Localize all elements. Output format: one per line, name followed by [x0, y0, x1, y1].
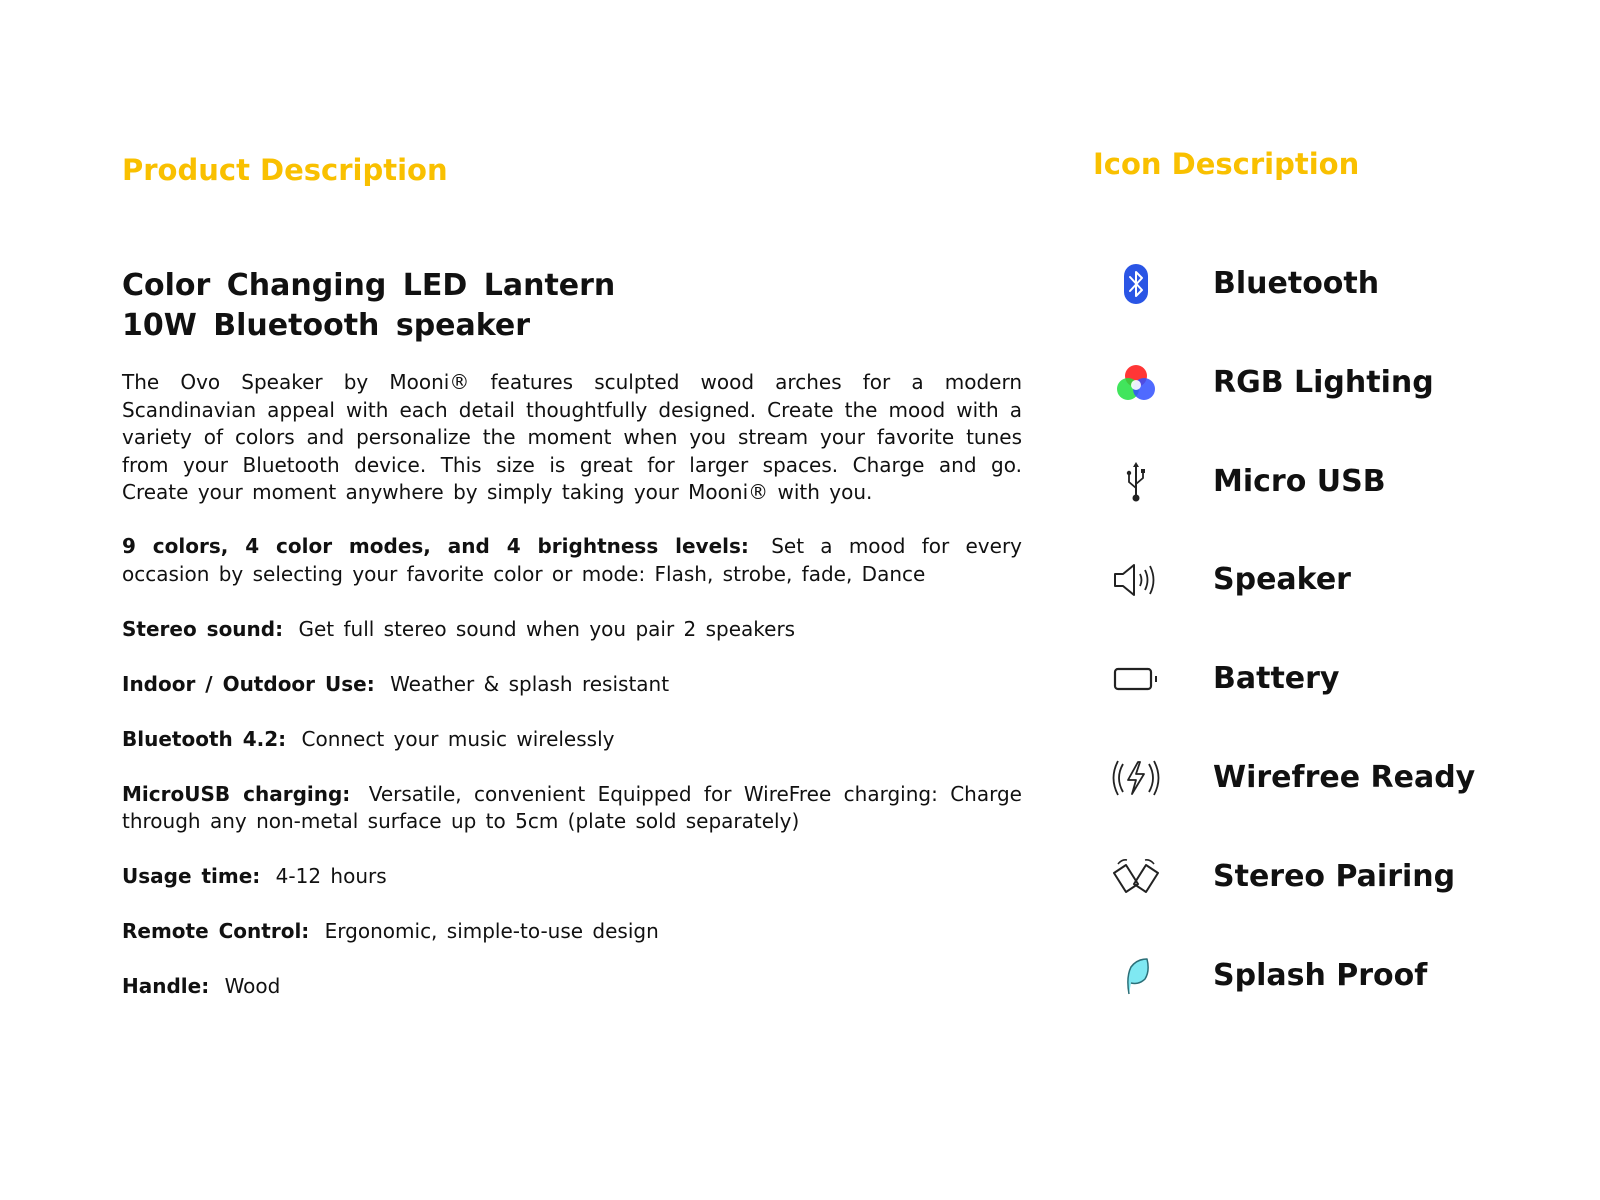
battery-icon	[1110, 647, 1162, 711]
feature-value: Versatile, convenient Equipped for WireFree charging: Charge through any non-metal surface up to 5cm (plate sold separately)	[122, 781, 1022, 833]
icon-legend-item-stereo-pairing	[1110, 845, 1475, 944]
icon-legend-item-rgb	[1110, 351, 1475, 450]
usb-icon	[1110, 450, 1162, 514]
icon-legend-label: Speaker	[1213, 562, 1351, 598]
icon-legend-label: Bluetooth	[1213, 266, 1380, 301]
feature-item-usage-time	[122, 863, 1022, 891]
feature-item-bluetooth	[122, 726, 1022, 754]
icon-legend-item-speaker	[1110, 548, 1475, 647]
feature-label: Usage time:	[122, 864, 261, 888]
feature-item-microusb	[122, 781, 1022, 836]
feature-label: Remote Control:	[122, 919, 310, 943]
icon-legend-label: Micro USB	[1213, 463, 1386, 499]
icon-legend-label: Wirefree Ready	[1213, 759, 1476, 795]
feature-item-handle	[122, 973, 1022, 1001]
icon-legend-label: Stereo Pairing	[1213, 858, 1456, 894]
wireless-charging-icon	[1110, 746, 1162, 810]
feature-item-colors	[122, 533, 1022, 588]
icon-legend-item-battery	[1110, 647, 1475, 746]
feature-item-indoor-outdoor	[122, 671, 1022, 699]
feature-list	[122, 533, 1022, 1028]
feature-label: Handle:	[122, 974, 210, 998]
stereo-pairing-icon	[1110, 845, 1162, 909]
icon-legend-label: Splash Proof	[1213, 957, 1428, 993]
icon-legend-item-bluetooth	[1110, 252, 1475, 351]
product-title-line-2: 10W Bluetooth speaker	[122, 308, 531, 343]
product-intro-paragraph: The Ovo Speaker by Mooni® features sculpted wood arches for a modern Scandinavian appeal with each detail thoughtfully designed. Create the mood with a variety of colors and personalize the moment when you stream your favorite tunes from your Bluetooth device. This size is great for larger spaces. Charge and go. Create your moment anywhere by simply taking your Mooni® with you.	[122, 370, 1022, 504]
feature-label: Stereo sound:	[122, 616, 284, 641]
feature-value: Wood	[224, 974, 281, 998]
rgb-lighting-icon	[1110, 351, 1162, 415]
feature-label: 9 colors, 4 color modes, and 4 brightness levels:	[122, 534, 749, 558]
feature-value: 4-12 hours	[275, 864, 387, 888]
icon-legend-item-wirefree	[1110, 746, 1475, 845]
icon-legend-list	[1110, 252, 1475, 1042]
feature-item-remote-control	[122, 918, 1022, 946]
feature-value: Set a mood for every occasion by selecting your favorite color or mode: Flash, strobe, fade, Dance	[122, 534, 1023, 586]
feature-value: Ergonomic, simple-to-use design	[324, 919, 659, 943]
product-description-heading: Product Description	[122, 153, 448, 187]
feature-label: Bluetooth 4.2:	[122, 726, 287, 751]
feature-label: MicroUSB charging:	[122, 781, 351, 806]
speaker-icon	[1110, 548, 1162, 612]
bluetooth-icon	[1110, 252, 1162, 316]
water-drop-icon	[1110, 944, 1162, 1008]
feature-value: Weather & splash resistant	[390, 671, 670, 696]
product-title	[122, 266, 615, 346]
icon-description-heading: Icon Description	[1093, 147, 1360, 181]
icon-legend-label: Battery	[1213, 661, 1340, 697]
product-title-line-1: Color Changing LED Lantern	[122, 268, 616, 303]
feature-value: Get full stereo sound when you pair 2 speakers	[298, 616, 796, 641]
feature-item-stereo-sound	[122, 616, 1022, 644]
icon-legend-label: RGB Lighting	[1213, 364, 1434, 400]
icon-legend-item-splash-proof	[1110, 944, 1475, 1043]
icon-legend-item-usb	[1110, 450, 1475, 549]
feature-label: Indoor / Outdoor Use:	[122, 671, 375, 696]
feature-value: Connect your music wirelessly	[301, 726, 615, 751]
